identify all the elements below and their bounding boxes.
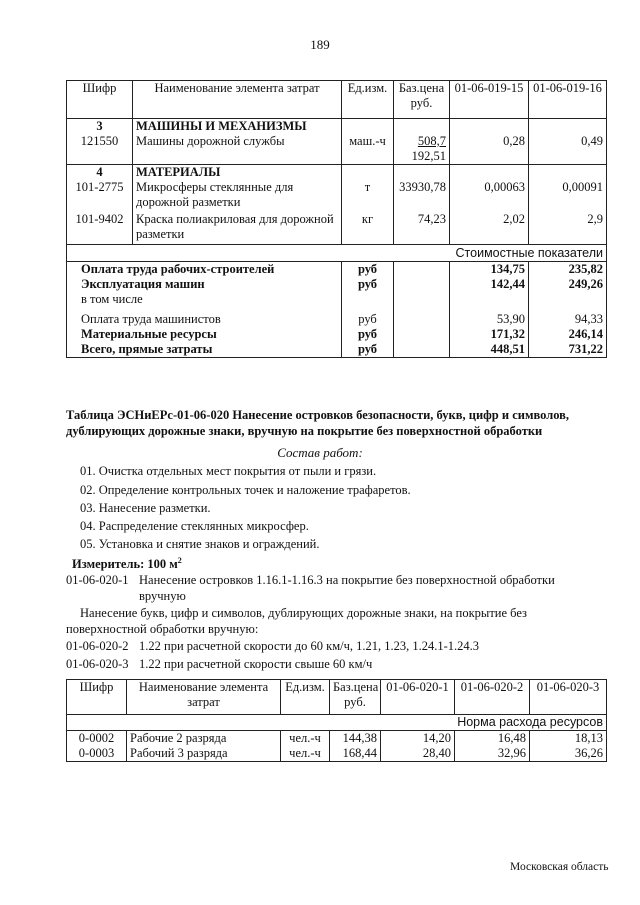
resource-table-019 [66,80,607,358]
summary-row: Оплата труда машинистов руб 53,90 94,33 [67,307,607,327]
region-footer: Московская область [510,861,609,873]
table-row: 0-0002 Рабочие 2 разряда чел.-ч 144,38 14,20 16,48 18,13 [67,731,607,747]
work-item: 02. Определение контрольных точек и наложение трафаретов. [80,483,411,497]
page-number: 189 [310,37,330,52]
table-title: Таблица ЭСНиЕРс-01-06-020 Нанесение островков безопасности, букв, цифр и символов, дублирующих дорожные знаки, вручную на покрытие без поверхностной обработки [66,408,570,438]
work-item: 05. Установка и снятие знаков и ограждений. [80,537,320,551]
work-item: 04. Распределение стеклянных микросфер. [80,519,309,533]
header-name: Наименование элемента затрат [127,680,281,715]
header-code: Шифр [67,81,133,119]
price-old: 508,7 [417,134,446,148]
norm-header-row: Норма расхода ресурсов [67,715,607,731]
code-1-text: Нанесение островков 1.16.1-1.16.3 на покрытие без поверхностной обработки [139,573,555,587]
header-col-3: 01-06-020-3 [530,680,607,715]
summary-row: Эксплуатация машин руб 142,44 249,26 [67,277,607,292]
header-code: Шифр [67,680,127,715]
section-row: 4 МАТЕРИАЛЫ [67,165,607,181]
works-heading: Состав работ: [277,445,363,460]
header-unit: Ед.изм. [281,680,330,715]
header-col-1: 01-06-019-15 [450,81,529,119]
codes-intro-cont: поверхностной обработки вручную: [66,622,259,636]
header-price: Баз.цена руб. [330,680,381,715]
code-2: 01-06-020-2 [66,639,129,653]
price-new: 192,51 [411,149,446,163]
code-3-text: 1.22 при расчетной скорости свыше 60 км/ч [139,657,373,671]
section-row: 3 МАШИНЫ И МЕХАНИЗМЫ [67,119,607,135]
work-item: 01. Очистка отдельных мест покрытия от пыли и грязи. [80,464,377,478]
table-row: 121550 Машины дорожной службы маш.-ч 508,7 192,51 0,28 0,49 [67,134,607,165]
summary-row: Оплата труда рабочих-строителей руб 134,75 235,82 [67,262,607,278]
header-col-1: 01-06-020-1 [381,680,455,715]
table-row: 101-9402 Краска полиакриловая для дорожной разметки кг 74,23 2,02 2,9 [67,212,607,245]
cost-header-row: Стоимостные показатели [67,245,607,262]
code-1-text-cont: вручную [139,589,186,603]
header-col-2: 01-06-019-16 [529,81,607,119]
header-unit: Ед.изм. [342,81,394,119]
table-row: 0-0003 Рабочий 3 разряда чел.-ч 168,44 28,40 32,96 36,26 [67,746,607,762]
work-item: 03. Нанесение разметки. [80,501,211,515]
summary-row: в том числе [67,292,607,307]
table-header-row [67,680,607,715]
summary-row: Материальные ресурсы руб 171,32 246,14 [67,327,607,342]
measure-unit: Измеритель: 100 $м^2$ [72,556,182,572]
header-name: Наименование элемента затрат [133,81,342,119]
codes-intro: Нанесение букв, цифр и символов, дублирующих дорожные знаки, на покрытие без [80,606,527,620]
header-col-2: 01-06-020-2 [455,680,530,715]
resource-table-020 [66,679,607,762]
code-1: 01-06-020-1 [66,573,129,587]
code-3: 01-06-020-3 [66,657,129,671]
code-2-text: 1.22 при расчетной скорости до 60 км/ч, 1.21, 1.23, 1.24.1-1.24.3 [139,639,480,653]
table-header-row [67,81,607,119]
summary-row: Всего, прямые затраты руб 448,51 731,22 [67,342,607,358]
table-row: 101-2775 Микросферы стеклянные для дорожной разметки т 33930,78 0,00063 0,00091 [67,180,607,212]
header-price: Баз.цена руб. [394,81,450,119]
